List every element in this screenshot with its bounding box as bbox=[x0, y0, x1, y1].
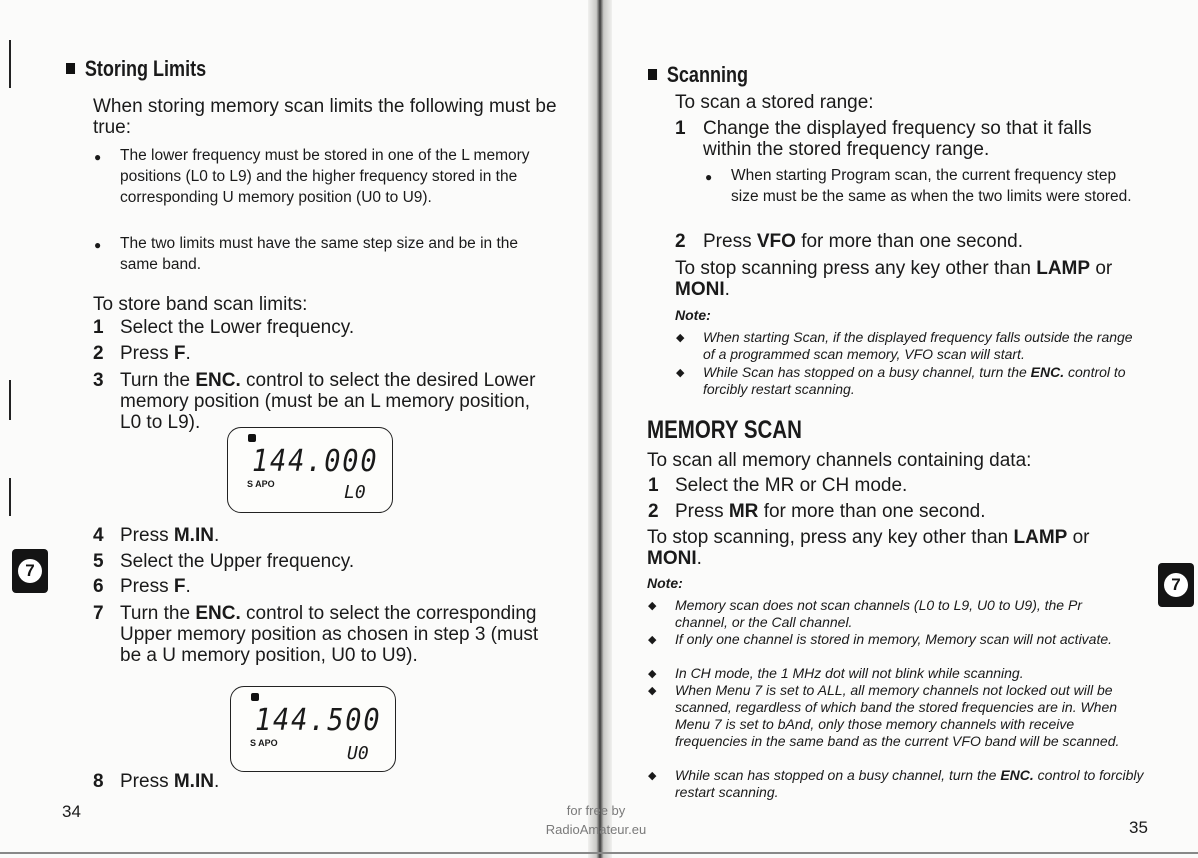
scanning-heading: Scanning bbox=[648, 62, 748, 88]
step-text: Select the Lower frequency. bbox=[120, 317, 355, 338]
stop-instruction: To stop scanning press any key other than LAMP or MONI. bbox=[675, 258, 1113, 300]
note-text: When starting Scan, if the displayed frequency falls outside the range of a programmed scan memory, VFO scan will start. bbox=[703, 329, 1133, 362]
step-number: 1 bbox=[93, 317, 104, 338]
book-spine bbox=[588, 0, 612, 858]
lcd-memory-channel: U0 bbox=[347, 743, 369, 764]
steps-intro: To store band scan limits: bbox=[93, 294, 308, 315]
intro-text: When storing memory scan limits the following must be true: bbox=[93, 96, 557, 138]
step-text: Press MR for more than one second. bbox=[675, 501, 986, 522]
diamond-bullet-icon: ◆ bbox=[648, 685, 657, 697]
step-number: 1 bbox=[675, 118, 686, 139]
bullet-icon: ● bbox=[705, 170, 713, 184]
watermark-line1: for free by bbox=[566, 803, 626, 818]
chapter-tab-left bbox=[12, 549, 48, 593]
memory-scan-intro: To scan all memory channels containing data: bbox=[647, 450, 1032, 471]
step-text: Turn the ENC. control to select the corresponding Upper memory position as chosen in step 3 (must be a U memory position, U0 to U9). bbox=[120, 603, 539, 666]
lcd-sapo: S APO bbox=[247, 479, 275, 489]
diamond-bullet-icon: ◆ bbox=[676, 332, 685, 344]
step-number: 8 bbox=[93, 771, 104, 792]
lcd-display-upper bbox=[230, 686, 396, 772]
step-number: 2 bbox=[675, 231, 686, 252]
lcd-indicator-icon bbox=[248, 434, 256, 442]
step-text: Press F. bbox=[120, 343, 191, 364]
page-number-left: 34 bbox=[62, 802, 81, 821]
page-number-right: 35 bbox=[1129, 818, 1148, 837]
memory-scan-heading: MEMORY SCAN bbox=[647, 416, 802, 444]
lcd-memory-channel: L0 bbox=[344, 482, 366, 503]
scanning-intro: To scan a stored range: bbox=[675, 92, 874, 113]
note-text: While scan has stopped on a busy channel, turn the ENC. control to forcibly restart scanning. bbox=[675, 767, 1144, 800]
step-number: 4 bbox=[93, 525, 104, 546]
step-text: Change the displayed frequency so that it falls within the stored frequency range. bbox=[703, 118, 1092, 160]
storing-limits-heading: Storing Limits bbox=[66, 56, 206, 82]
diamond-bullet-icon: ◆ bbox=[676, 367, 685, 379]
lcd-display-lower bbox=[227, 427, 393, 513]
step-text: Press F. bbox=[120, 576, 191, 597]
step-text: Press M.IN. bbox=[120, 525, 220, 546]
step-text: Select the Upper frequency. bbox=[120, 551, 355, 572]
diamond-bullet-icon: ◆ bbox=[648, 770, 657, 782]
chapter-number: 7 bbox=[1164, 573, 1188, 597]
step-text: Select the MR or CH mode. bbox=[675, 475, 908, 496]
note-text: While Scan has stopped on a busy channel, turn the ENC. control to forcibly restart scanning. bbox=[703, 364, 1126, 397]
square-bullet-icon bbox=[648, 69, 657, 80]
diamond-bullet-icon: ◆ bbox=[648, 600, 657, 612]
sub-bullet-text: When starting Program scan, the current frequency step size must be the same as when the two limits were stored. bbox=[731, 167, 1132, 205]
step-number: 5 bbox=[93, 551, 104, 572]
left-margin-mark bbox=[9, 40, 11, 88]
lcd-frequency: 144.000 bbox=[252, 444, 379, 479]
step-text: Press VFO for more than one second. bbox=[703, 231, 1024, 252]
diamond-bullet-icon: ◆ bbox=[648, 668, 657, 680]
lcd-sapo: S APO bbox=[250, 738, 278, 748]
left-margin-mark bbox=[9, 478, 11, 516]
watermark-line2: RadioAmateur.eu bbox=[545, 822, 647, 837]
diamond-bullet-icon: ◆ bbox=[648, 634, 657, 646]
step-number: 1 bbox=[648, 475, 659, 496]
bullet-icon: ● bbox=[94, 150, 102, 164]
step-number: 2 bbox=[648, 501, 659, 522]
step-number: 6 bbox=[93, 576, 104, 597]
step-text: Turn the ENC. control to select the desired Lower memory position (must be an L memory position, L0 to L9). bbox=[120, 370, 536, 433]
lcd-indicator-icon bbox=[251, 693, 259, 701]
step-number: 7 bbox=[93, 603, 104, 624]
note-label: Note: bbox=[647, 575, 683, 591]
note-text: When Menu 7 is set to ALL, all memory channels not locked out will be scanned, regardless of which band the stored frequencies are in. When Menu 7 is set to bAnd, only those memory channels with receive frequencies in the same band as the current VFO band will be scanned. bbox=[675, 682, 1120, 749]
bullet-text: The lower frequency must be stored in one of the L memory positions (L0 to L9) and the higher frequency stored in the corresponding U memory position (U0 to U9). bbox=[120, 147, 530, 206]
step-text: Press M.IN. bbox=[120, 771, 220, 792]
chapter-number: 7 bbox=[18, 559, 42, 583]
note-text: If only one channel is stored in memory, Memory scan will not activate. bbox=[675, 631, 1113, 647]
note-label: Note: bbox=[675, 307, 711, 323]
note-text: In CH mode, the 1 MHz dot will not blink while scanning. bbox=[675, 665, 1024, 681]
bottom-edge bbox=[0, 852, 1198, 854]
lcd-frequency: 144.500 bbox=[255, 703, 382, 738]
chapter-tab-right bbox=[1158, 563, 1194, 607]
step-number: 2 bbox=[93, 343, 104, 364]
step-number: 3 bbox=[93, 370, 104, 391]
stop-instruction-2: To stop scanning, press any key other than LAMP or MONI. bbox=[647, 527, 1090, 569]
bullet-icon: ● bbox=[94, 238, 102, 252]
square-bullet-icon bbox=[66, 63, 75, 74]
bullet-text: The two limits must have the same step size and be in the same band. bbox=[120, 235, 519, 273]
note-text: Memory scan does not scan channels (L0 to L9, U0 to U9), the Pr channel, or the Call channel. bbox=[675, 597, 1082, 630]
left-margin-mark bbox=[9, 380, 11, 420]
